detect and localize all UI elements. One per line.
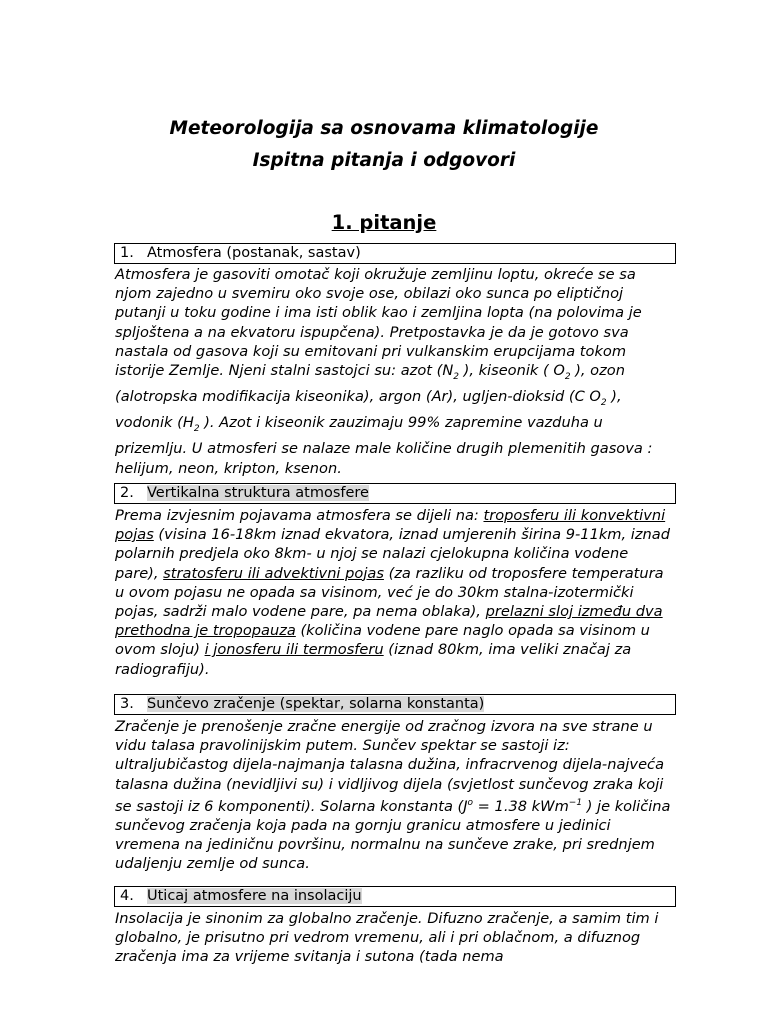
section-body: [115, 265, 675, 478]
underlined-term: stratosferu ili advektivni pojas: [163, 564, 384, 582]
section-number: 2.: [120, 485, 134, 501]
subscript: 2: [193, 424, 200, 435]
body-text: (visina 16-18km iznad ekvatora, iznad umjerenih širina 9-11km, iznad polarnih predjela oko 8km- u njoj se nalazi cjelokupna količina vodene pare),: [115, 526, 670, 582]
body-text: ). Azot i kiseonik zauzimaju 99% zapremine vazduha u prizemlju. U atmosferi se nalaze male količine drugih plemenitih gasova : helijum, neon, kripton, ksenon.: [115, 414, 653, 477]
body-text: Insolacija je sinonim za globalno zračenje. Difuzno zračenje, a samim tim i globalno, je prisutno pri vedrom vremenu, ali i pri oblačnom, a difuznog zračenja ima za vrijeme svitanja i sutona (tada nema: [115, 910, 659, 966]
section-heading: Uticaj atmosfere na insolaciju: [147, 888, 362, 904]
body-text: (količina vodene pare naglo opada sa visinom u ovom sloju): [115, 622, 650, 659]
body-text: Atmosfera je gasoviti omotač koji okružuje zemljinu loptu, okreće se sa njom zajedno u svemiru oko svoje ose, obilazi oko sunca po eliptičnoj putanji u toku godine i ima isti oblik kao i zemljina lopta (na polovima je spljoštena a na ekvatoru ispupčena). Pretpostavka je da je gotovo sva nastala od gasova koji su emitovani pri vulkanskim erupcijama tokom istorije Zemlje. Njeni stalni sastojci su: azot (N: [115, 266, 642, 380]
body-text: ) je količina sunčevog zračenja koja pada na gornju granicu atmosfere u jedinici vremena na jediničnu površinu, normalnu na sunčeve zrake, pri srednjem udaljenju zemlje od sunca.: [115, 797, 671, 873]
section-heading-box: [114, 694, 676, 715]
question-heading: 1. pitanje: [331, 211, 437, 234]
document-title: Meteorologija sa osnovama klimatologije: [169, 118, 599, 139]
document-subtitle: Ispitna pitanja i odgovori: [252, 150, 516, 171]
section-number: 4.: [120, 888, 134, 904]
section-number: 1.: [120, 245, 134, 261]
section-body: [115, 717, 675, 873]
body-text: ), kiseonik ( O: [458, 362, 565, 380]
section-body: [115, 909, 675, 967]
subscript: 2: [453, 371, 459, 382]
body-text: (iznad 80km, ima veliki značaj za radiografiju).: [115, 641, 632, 678]
body-text: ), ozon (alotropska modifikacija kiseonika), argon (Ar), ugljen-dioksid (C O: [115, 362, 625, 406]
body-text: ), vodonik (H: [115, 388, 622, 432]
section-heading: Sunčevo zračenje (spektar, solarna konstanta): [147, 696, 485, 712]
section-heading-box: [114, 886, 676, 907]
body-text: Zračenje je prenošenje zračne energije od zračnog izvora na sve strane u vidu talasa pravolinijskim putem. Sunčev spektar se sastoji iz: ultraljubičastog dijela-najmanja talasna dužina, infracrvenog dijela-najveća talasna dužina (nevidljivi su) i vidljivog dijela (svjetlost sunčevog zraka koji se sastoji iz 6 komponenti). Solarna konstanta (J: [115, 718, 665, 815]
section-number: 3.: [120, 696, 134, 712]
section-heading: Atmosfera (postanak, sastav): [147, 245, 361, 261]
section-heading-box: [114, 243, 676, 264]
section-body: [115, 506, 675, 679]
body-text: = 1.38 kWm: [473, 797, 569, 815]
superscript: o: [467, 797, 474, 808]
underlined-term: troposferu ili konvektivni pojas: [115, 507, 666, 544]
section-heading-box: [114, 483, 676, 504]
underlined-term: i jonosferu ili termosferu: [204, 641, 384, 659]
underlined-term: prelazni sloj između dva prethodna je tropopauza: [115, 603, 663, 640]
section-heading: Vertikalna struktura atmosfere: [147, 485, 369, 501]
body-text: (za razliku od troposfere temperatura u ovom pojasu ne opada sa visinom, već je do 30km stalna-izotermički pojas, sadrži malo vodene pare, pa nema oblaka),: [115, 564, 664, 621]
superscript: −1: [568, 797, 583, 808]
subscript: 2: [564, 371, 571, 382]
subscript: 2: [600, 398, 607, 409]
body-text: Prema izvjesnim pojavama atmosfera se dijeli na:: [115, 507, 484, 524]
